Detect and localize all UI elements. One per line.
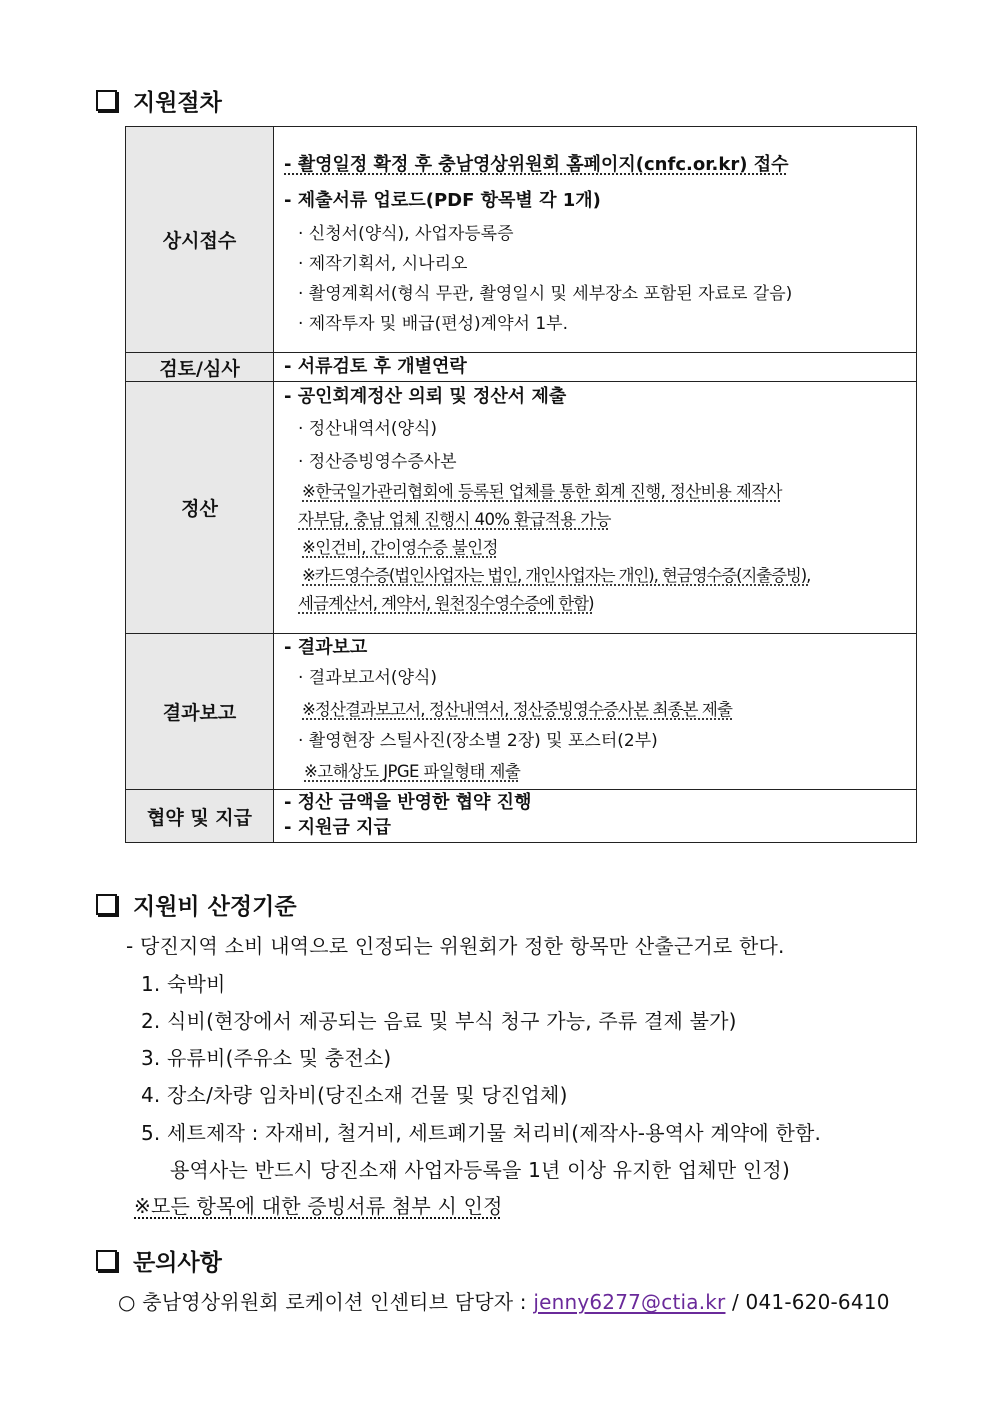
content-line: · 정산증빙영수증사본 bbox=[298, 452, 457, 472]
criteria-item: 5. 세트제작 : 자재비, 철거비, 세트폐기물 처리비(제작사-용역사 계약에 한함. bbox=[141, 1121, 822, 1145]
content-line: ※고해상도 JPGE 파일형태 제출 bbox=[304, 762, 521, 781]
section-heading-procedure bbox=[96, 84, 222, 117]
content-line: 자부담, 충남 업체 진행시 40% 환급적용 가능 bbox=[298, 510, 611, 529]
table-row bbox=[126, 382, 917, 634]
content-line: ※인건비, 간이영수증 불인정 bbox=[302, 538, 498, 557]
content-line: ※카드영수증(법인사업자는 법인, 개인사업자는 개인), 현금영수증(지출증빙), bbox=[302, 566, 811, 585]
row-content bbox=[274, 127, 917, 353]
table-row bbox=[126, 634, 917, 790]
row-content bbox=[274, 634, 917, 790]
content-line: - 지원금 지급 bbox=[284, 817, 391, 838]
content-line: · 신청서(양식), 사업자등록증 bbox=[298, 224, 514, 244]
row-content bbox=[274, 790, 917, 843]
phone-number: / 041-620-6410 bbox=[732, 1290, 890, 1314]
contact-line bbox=[118, 1286, 890, 1315]
criteria-item: 3. 유류비(주유소 및 충전소) bbox=[141, 1046, 392, 1070]
email-link[interactable]: jenny6277@ctia.kr bbox=[533, 1290, 726, 1314]
content-line: · 제작투자 및 배급(편성)계약서 1부. bbox=[298, 314, 568, 334]
content-line: · 촬영계획서(형식 무관, 촬영일시 및 세부장소 포함된 자료로 갈음) bbox=[298, 284, 793, 304]
row-label: 결과보고 bbox=[126, 634, 274, 790]
contact-prefix: 충남영상위원회 로케이션 인센티브 담당자 : bbox=[142, 1290, 527, 1314]
row-label: 검토/심사 bbox=[126, 353, 274, 382]
checkbox-square-icon bbox=[96, 894, 117, 915]
content-line: · 정산내역서(양식) bbox=[298, 419, 438, 439]
checkbox-square-icon bbox=[96, 90, 117, 111]
criteria-note: ※모든 항목에 대한 증빙서류 첨부 시 인정 bbox=[134, 1194, 503, 1218]
criteria-item: 4. 장소/차량 임차비(당진소재 건물 및 당진업체) bbox=[141, 1083, 568, 1107]
section-heading-criteria bbox=[96, 888, 297, 921]
content-line: · 결과보고서(양식) bbox=[298, 668, 438, 688]
section-title: 문의사항 bbox=[133, 1250, 222, 1276]
content-line: ※정산결과보고서, 정산내역서, 정산증빙영수증사본 최종본 제출 bbox=[302, 700, 733, 719]
table-row bbox=[126, 790, 917, 843]
circle-bullet-icon: ○ bbox=[118, 1290, 136, 1314]
content-line: - 제출서류 업로드(PDF 항목별 각 1개) bbox=[284, 190, 601, 211]
row-content bbox=[274, 353, 917, 382]
row-label: 협약 및 지급 bbox=[126, 790, 274, 843]
content-line: - 서류검토 후 개별연락 bbox=[284, 356, 467, 377]
table-row bbox=[126, 127, 917, 353]
content-line: - 촬영일정 확정 후 충남영상위원회 홈페이지(cnfc.or.kr) 접수 bbox=[284, 154, 789, 175]
row-label: 정산 bbox=[126, 382, 274, 634]
content-line: 세금계산서, 계약서, 원천징수영수증에 한함) bbox=[298, 594, 594, 613]
criteria-item: 용역사는 반드시 당진소재 사업자등록을 1년 이상 유지한 업체만 인정) bbox=[170, 1158, 790, 1182]
table-row bbox=[126, 353, 917, 382]
procedure-table bbox=[125, 126, 917, 843]
checkbox-square-icon bbox=[96, 1250, 117, 1271]
content-line: - 결과보고 bbox=[284, 637, 368, 658]
section-title: 지원비 산정기준 bbox=[133, 894, 297, 920]
content-line: - 정산 금액을 반영한 협약 진행 bbox=[284, 792, 532, 813]
content-line: · 촬영현장 스틸사진(장소별 2장) 및 포스터(2부) bbox=[298, 731, 658, 751]
section-title: 지원절차 bbox=[133, 90, 222, 116]
row-content bbox=[274, 382, 917, 634]
row-label: 상시접수 bbox=[126, 127, 274, 353]
criteria-intro: - 당진지역 소비 내역으로 인정되는 위원회가 정한 항목만 산출근거로 한다. bbox=[126, 934, 785, 958]
criteria-item: 1. 숙박비 bbox=[141, 972, 226, 996]
criteria-item: 2. 식비(현장에서 제공되는 음료 및 부식 청구 가능, 주류 결제 불가) bbox=[141, 1009, 737, 1033]
content-line: ※한국일가관리협회에 등록된 업체를 통한 회계 진행, 정산비용 제작사 bbox=[302, 482, 782, 501]
content-line: - 공인회계정산 의뢰 및 정산서 제출 bbox=[284, 386, 567, 407]
content-line: · 제작기획서, 시나리오 bbox=[298, 254, 468, 274]
section-heading-contact bbox=[96, 1244, 222, 1277]
